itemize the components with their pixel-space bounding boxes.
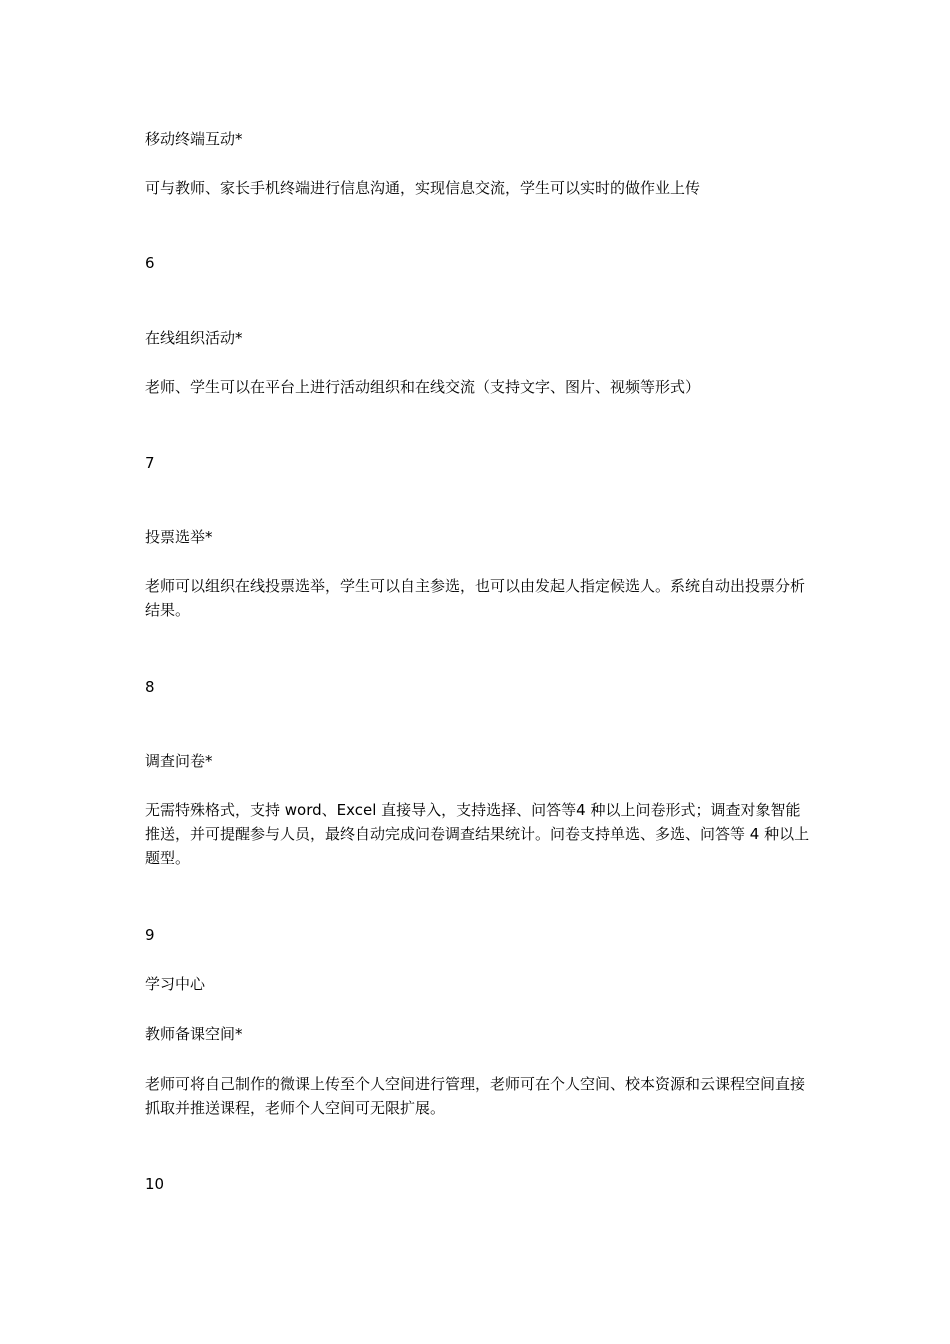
item-number-10: 10 — [145, 1175, 165, 1193]
section-heading-survey: 调查问卷* — [145, 752, 213, 770]
section-heading-online-activity: 在线组织活动* — [145, 329, 243, 347]
section-heading-lesson-prep: 教师备课空间* — [145, 1025, 243, 1043]
section-description-survey: 无需特殊格式，支持 word、Excel 直接导入，支持选择、问答等4 种以上问卷形式；调查对象智能推送，并可提醒参与人员，最终自动完成问卷调查结果统计。问卷支持单选、多选、问答等 4 种以上题型。 — [145, 801, 810, 867]
section-description-mobile-interaction: 可与教师、家长手机终端进行信息沟通，实现信息交流，学生可以实时的做作业上传 — [145, 179, 701, 197]
section-description-lesson-prep: 老师可将自己制作的微课上传至个人空间进行管理，老师可在个人空间、校本资源和云课程空间直接抓取并推送课程，老师个人空间可无限扩展。 — [145, 1075, 806, 1117]
item-number-7: 7 — [145, 454, 155, 472]
section-description-online-activity: 老师、学生可以在平台上进行活动组织和在线交流（支持文字、图片、视频等形式） — [145, 378, 701, 396]
section-heading-voting: 投票选举* — [145, 528, 213, 546]
item-number-8: 8 — [145, 678, 155, 696]
section-heading-mobile-interaction: 移动终端互动* — [145, 130, 243, 148]
section-heading-learning-center: 学习中心 — [145, 975, 206, 993]
item-number-9: 9 — [145, 926, 155, 944]
section-description-voting: 老师可以组织在线投票选举，学生可以自主参选，也可以由发起人指定候选人。系统自动出投票分析结果。 — [145, 577, 806, 619]
item-number-6: 6 — [145, 254, 155, 272]
